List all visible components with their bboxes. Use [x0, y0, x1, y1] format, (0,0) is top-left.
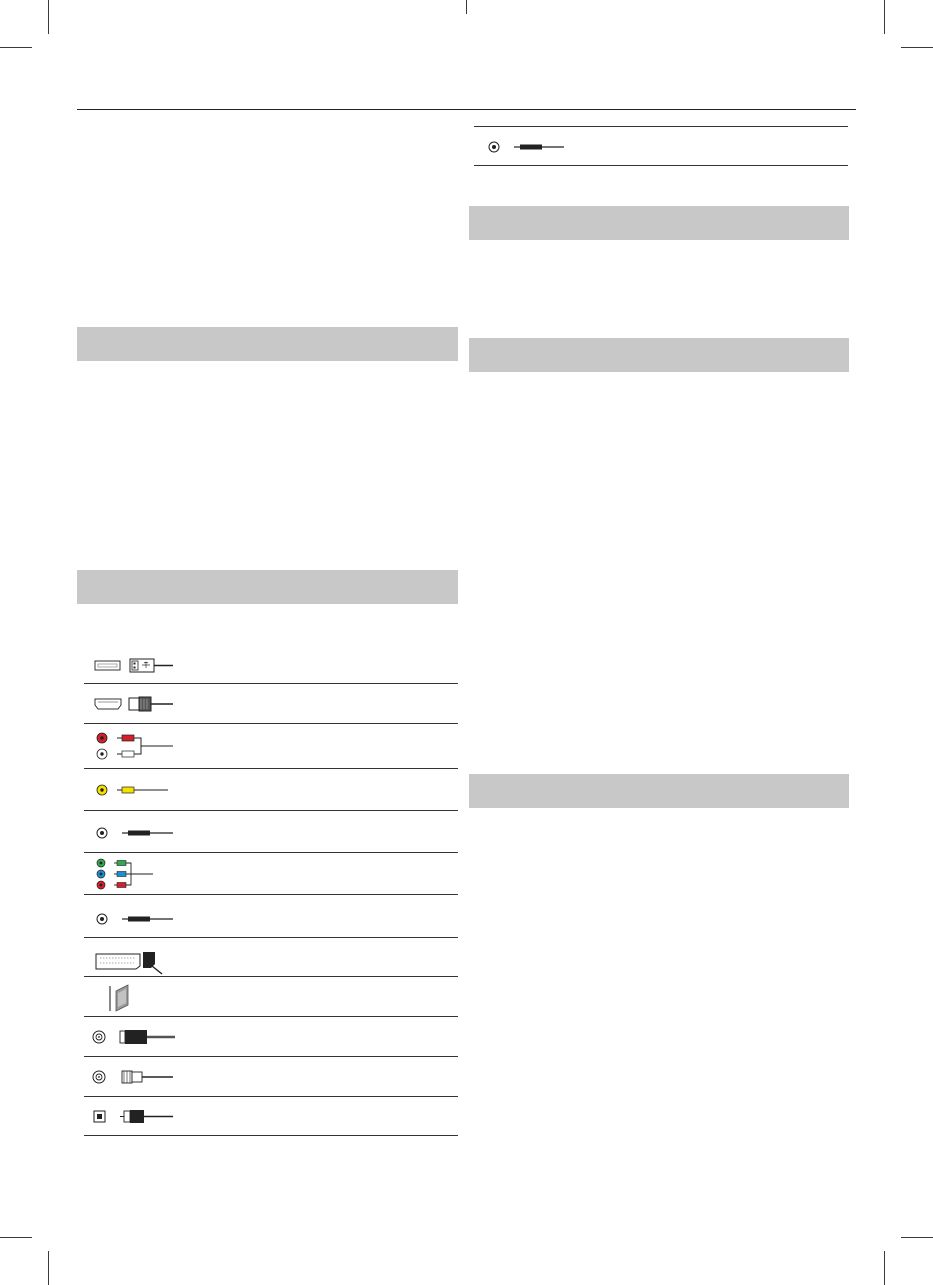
- minijack-icon: [84, 811, 184, 853]
- crop-mark: [884, 1251, 885, 1285]
- usb-port-icon: [84, 643, 184, 684]
- connector-row-antenna: [84, 1017, 458, 1057]
- scart-icon: [84, 938, 184, 977]
- connector-row-optical: [84, 1097, 458, 1136]
- connector-row-video: [84, 769, 458, 811]
- connector-row-audio-lr: [84, 724, 458, 769]
- section-bar-right-3: [469, 774, 849, 808]
- crop-mark: [466, 0, 467, 14]
- minijack-icon: [488, 137, 588, 157]
- connector-row-ci: [84, 977, 458, 1017]
- connector-row-hdmi: [84, 684, 458, 724]
- audio-lr-rca-icon: [84, 724, 184, 769]
- top-right-connector-row: [474, 126, 848, 166]
- section-bar-left-1: [77, 327, 458, 361]
- crop-mark: [0, 1237, 32, 1238]
- optical-spdif-icon: [84, 1097, 184, 1136]
- connector-row-satellite: [84, 1057, 458, 1097]
- connector-row-minijack-2: [84, 895, 458, 938]
- hdmi-port-icon: [84, 684, 184, 724]
- section-bar-right-1: [469, 206, 849, 240]
- crop-mark: [0, 47, 32, 48]
- ci-card-slot-icon: [84, 977, 184, 1017]
- section-bar-right-2: [469, 338, 849, 372]
- connector-row-minijack: [84, 811, 458, 853]
- connector-row-component: [84, 853, 458, 895]
- header-rule: [77, 109, 856, 110]
- connector-row-scart: [84, 938, 458, 977]
- component-ypbpr-icon: [84, 853, 184, 895]
- crop-mark: [884, 0, 885, 34]
- crop-mark: [48, 0, 49, 34]
- section-bar-left-2: [77, 570, 458, 604]
- crop-mark: [901, 1237, 933, 1238]
- antenna-coax-icon: [84, 1017, 184, 1057]
- connector-table: [84, 643, 458, 1136]
- crop-mark: [901, 47, 933, 48]
- crop-mark: [48, 1251, 49, 1285]
- composite-video-rca-icon: [84, 769, 184, 811]
- satellite-f-connector-icon: [84, 1057, 184, 1097]
- connector-row-usb: [84, 643, 458, 684]
- minijack-icon: [84, 895, 184, 938]
